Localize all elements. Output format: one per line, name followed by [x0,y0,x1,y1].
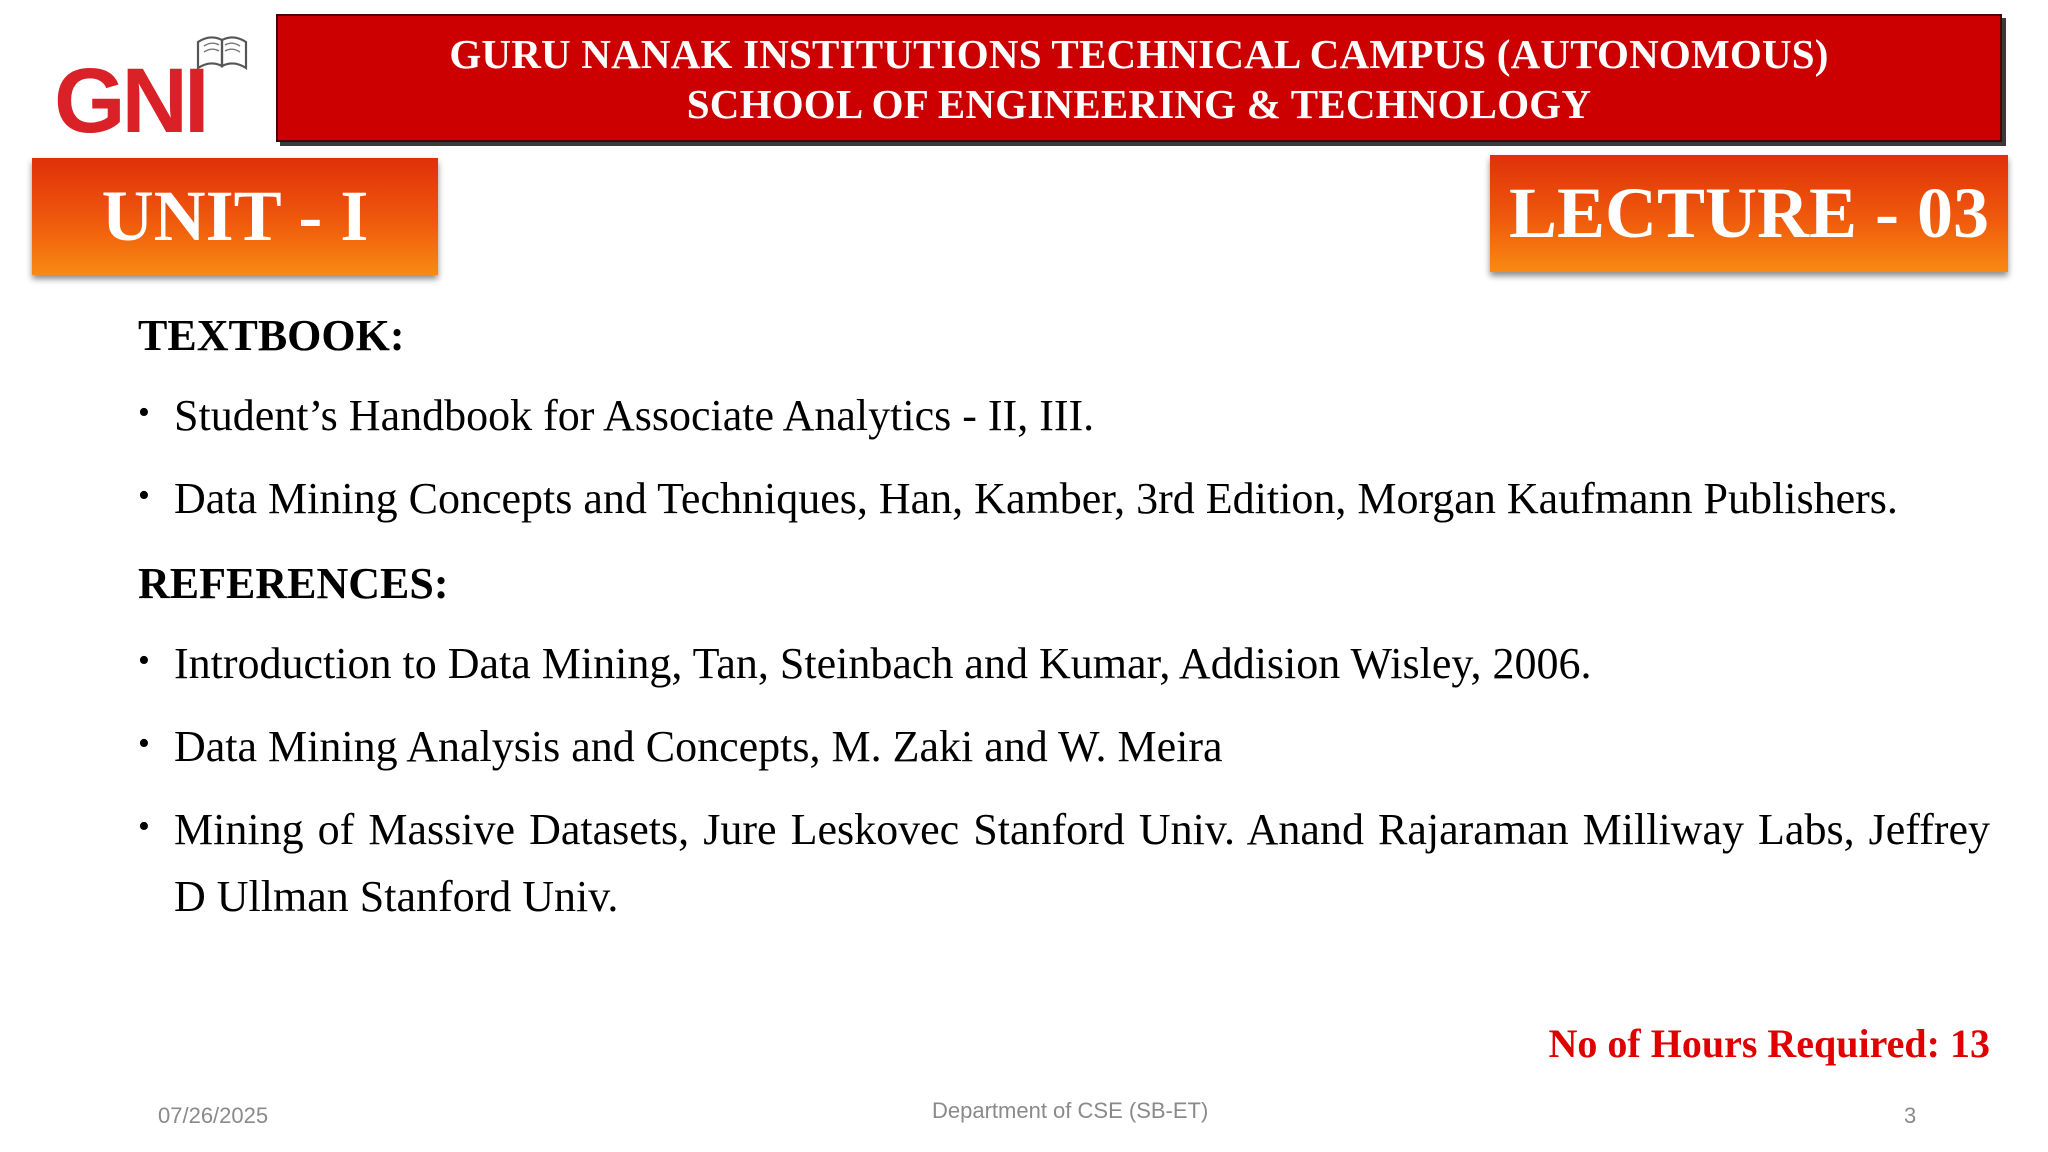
logo-graphic [48,20,258,140]
unit-label: UNIT - I [32,158,438,275]
hours-required: No of Hours Required: 13 [1548,1021,1990,1066]
reference-item-text: Data Mining Analysis and Concepts, M. Zaki and W. Meira [174,722,1223,771]
textbook-item [138,382,1990,449]
textbook-item-text: Data Mining Concepts and Techniques, Han, Kamber, 3rd Edition, Morgan Kaufmann Publishers. [174,474,1898,523]
bullet-icon: • [138,394,150,431]
institution-header-banner [276,14,2002,142]
references-list [138,630,1990,930]
bullet-icon: • [138,642,150,679]
header-line-school: SCHOOL OF ENGINEERING & TECHNOLOGY [686,81,1592,127]
header-line-institution: GURU NANAK INSTITUTIONS TECHNICAL CAMPUS (AUTONOMOUS) [449,31,1829,77]
footer-date: 07/26/2025 [158,1103,269,1128]
slide-content [138,300,1990,946]
lecture-label: LECTURE - 03 [1490,155,2008,272]
textbook-item [138,465,1990,532]
references-heading: REFERENCES: [138,559,449,608]
logo-text: GNI [54,50,206,140]
textbook-list [138,382,1990,532]
footer-page-number: 3 [1904,1103,1917,1128]
reference-item [138,630,1990,697]
reference-item [138,796,1990,930]
textbook-item-text: Student’s Handbook for Associate Analytics - II, III. [174,391,1095,440]
institution-logo [48,20,258,140]
reference-item [138,713,1990,780]
bullet-icon: • [138,808,150,845]
reference-item-text: Mining of Massive Datasets, Jure Leskovec Stanford Univ. Anand Rajaraman Milliway Labs, Jeffrey D Ullman Stanford Univ. [174,805,1990,921]
footer-department: Department of CSE (SB-ET) [932,1098,1209,1123]
reference-item-text: Introduction to Data Mining, Tan, Steinbach and Kumar, Addision Wisley, 2006. [174,639,1592,688]
textbook-heading: TEXTBOOK: [138,311,405,360]
bullet-icon: • [138,725,150,762]
bullet-icon: • [138,477,150,514]
